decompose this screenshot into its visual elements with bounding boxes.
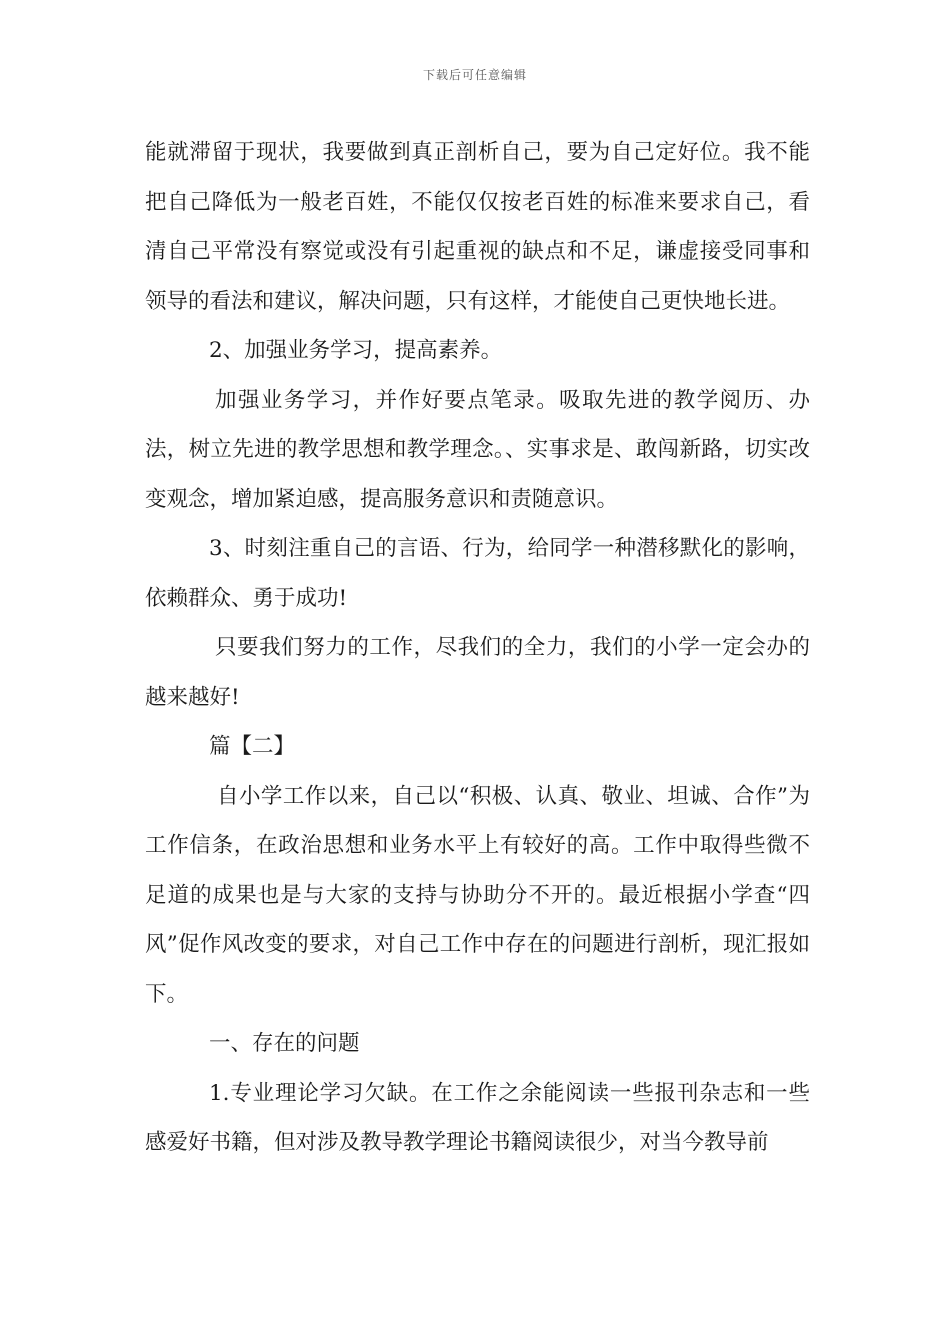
paragraph-2: 2、加强业务学习，提高素养。 (209, 338, 503, 363)
paragraph-7: 自小学工作以来，自己以“积极、认真、敬业、坦诚、合作”为工作信条，在政治思想和业务水平上有较好的高。工作中取得些微不足道的成果也是与大家的支持与协助分不开的。最近根据小学查“四风”促作风改变的要求，对自己工作中存在的问题进行剖析，现汇报如下。 (145, 783, 810, 1007)
paragraph-5: 只要我们努力的工作，尽我们的全力，我们的小学一定会办的越来越好! (145, 635, 810, 710)
paragraph-1: 能就滞留于现状，我要做到真正剖析自己，要为自己定好位。我不能把自己降低为一般老百姓，不能仅仅按老百姓的标准来要求自己，看清自己平常没有察觉或没有引起重视的缺点和不足，谦虚接受同事和领导的看法和建议，解决问题，只有这样，才能使自己更快地长进。 (145, 140, 810, 314)
paragraph-9: 1.专业理论学习欠缺。在工作之余能阅读一些报刊杂志和一些感爱好书籍，但对涉及教导教学理论书籍阅读很少，对当今教导前 (145, 1080, 810, 1155)
section-heading-2: 篇【二】 (209, 734, 296, 759)
header-note: 下载后可任意编辑 (422, 68, 527, 82)
document-body (145, 128, 810, 1168)
paragraph-3: 加强业务学习，并作好要点笔录。吸取先进的教学阅历、办法，树立先进的教学思想和教学理念。、实事求是、敢闯新路，切实改变观念，增加紧迫感，提高服务意识和责随意识。 (145, 387, 810, 512)
paragraph-4: 3、时刻注重自己的言语、行为，给同学一种潜移默化的影响，依赖群众、勇于成功! (145, 536, 810, 611)
section-heading-problems: 一、存在的问题 (209, 1031, 360, 1056)
